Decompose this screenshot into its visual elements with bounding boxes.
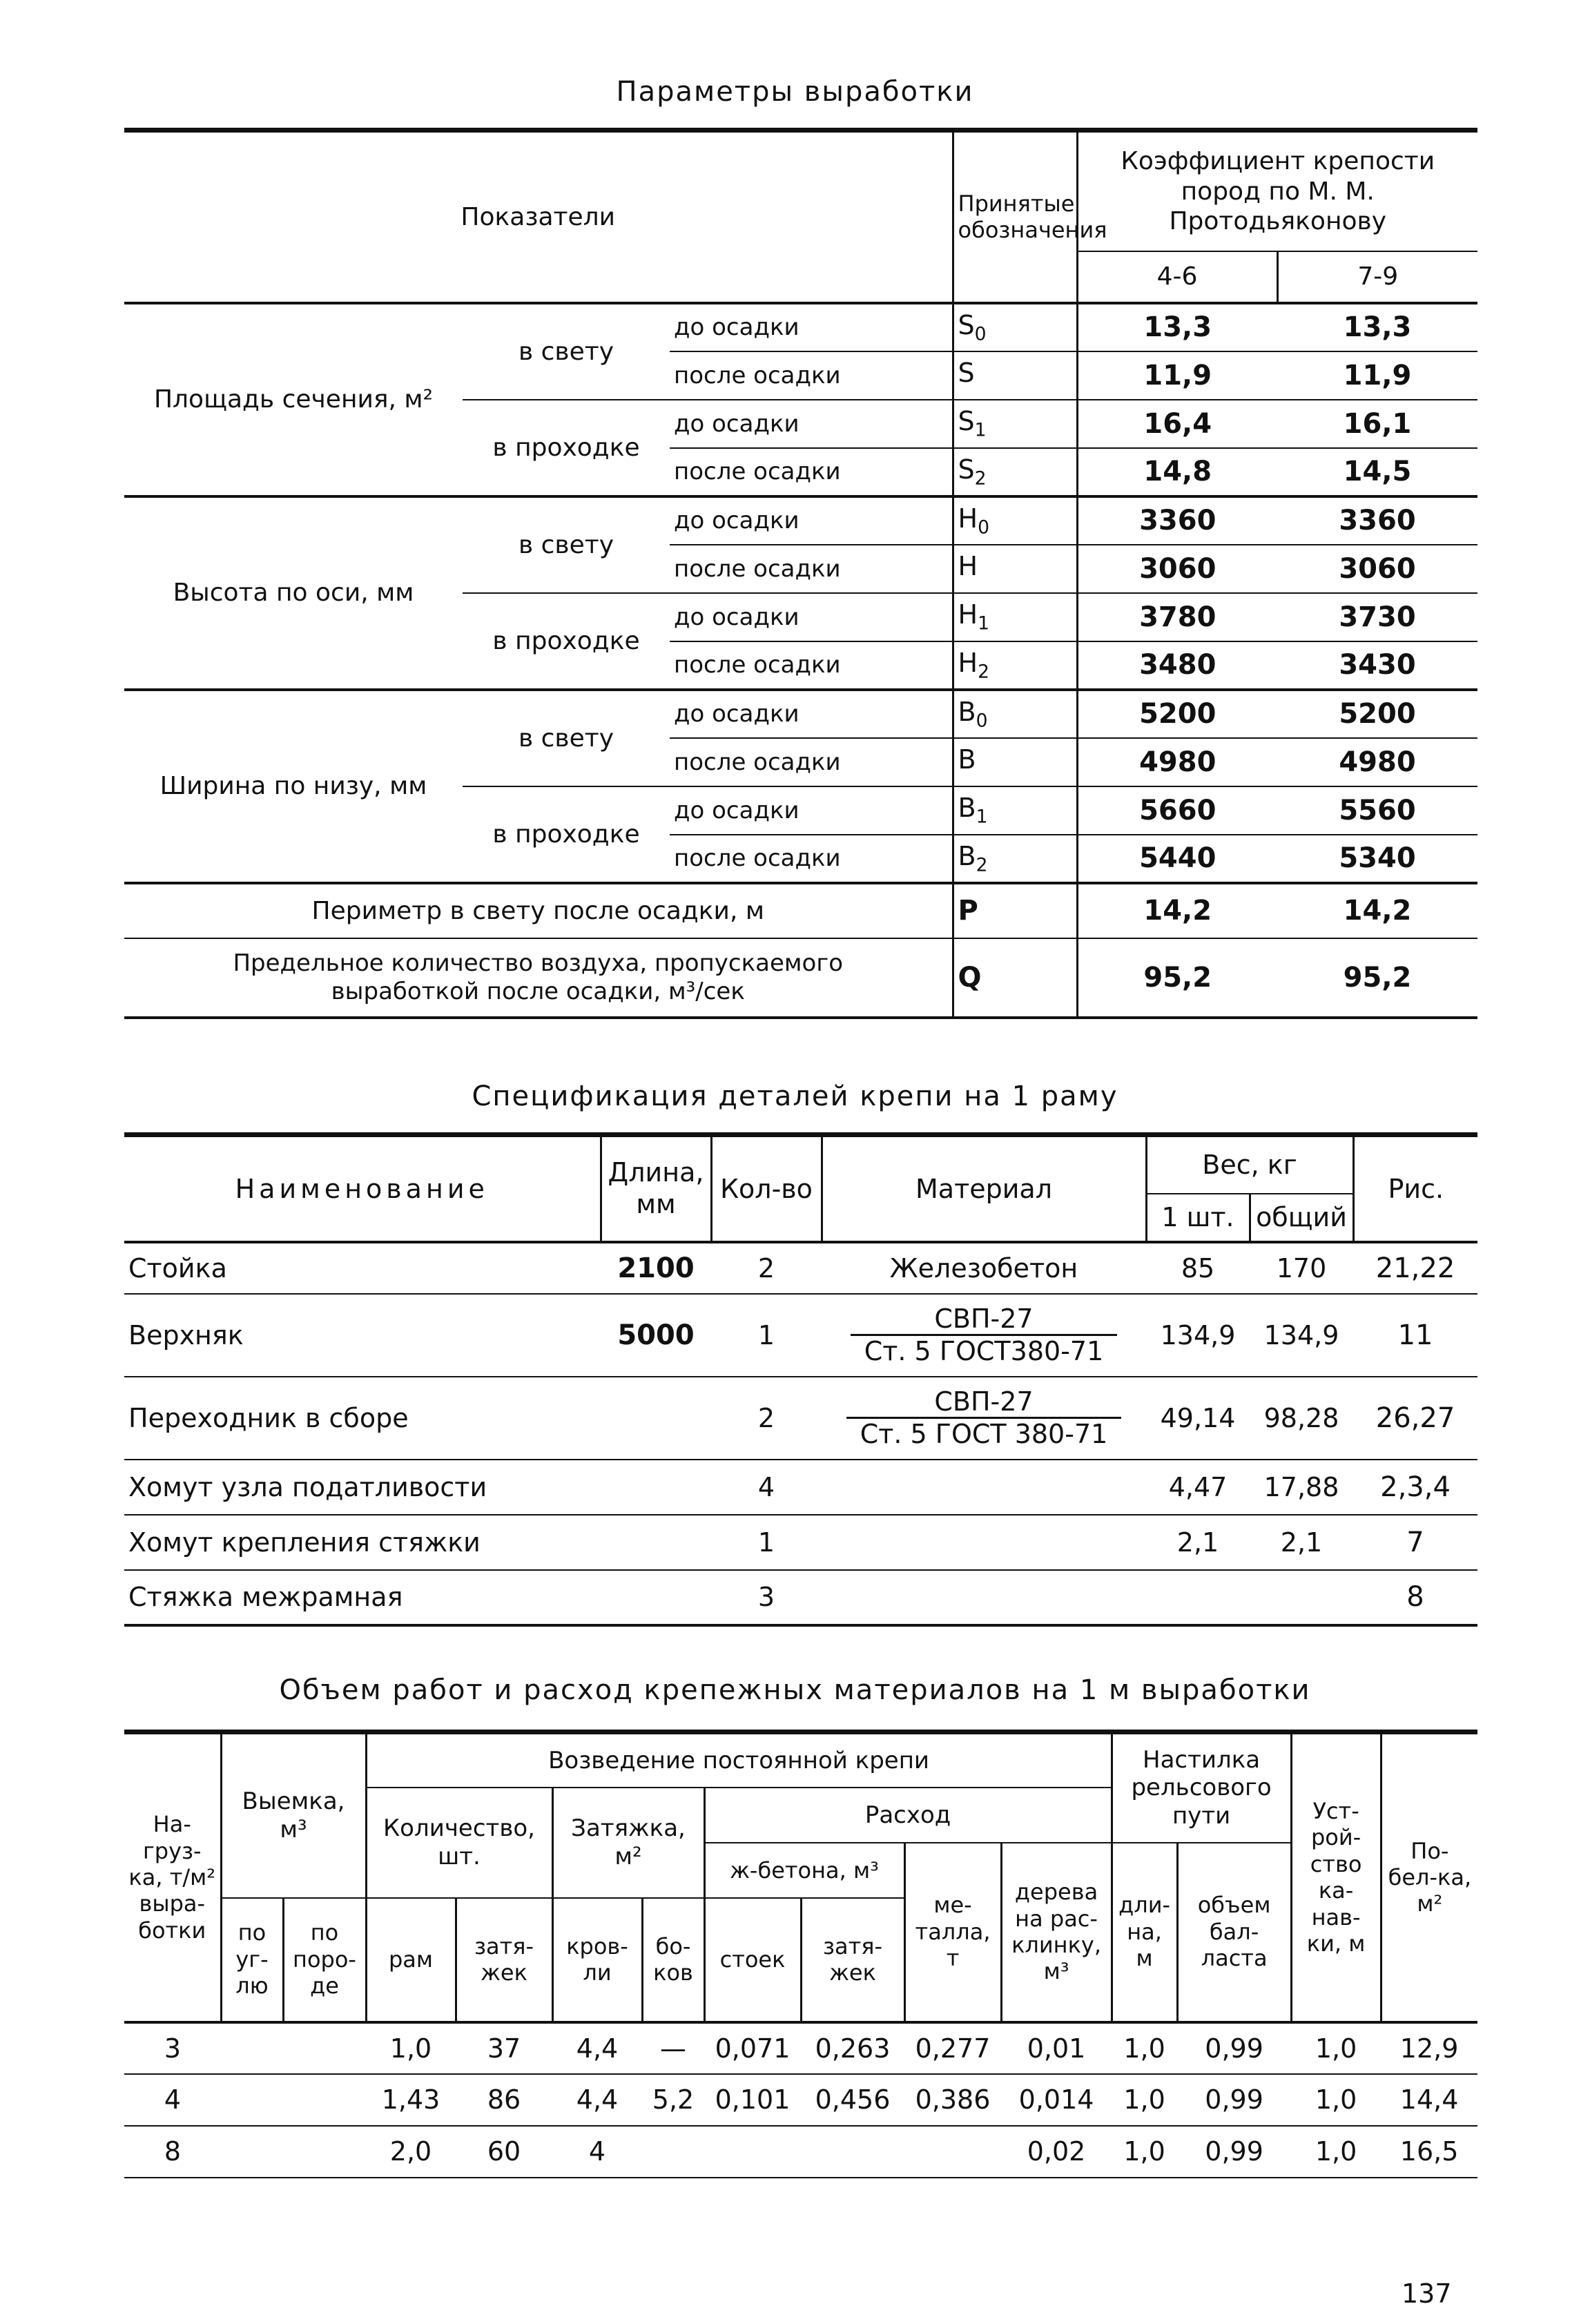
param-subgroup-label: в проходке — [463, 786, 670, 883]
param-value-2: 16,1 — [1277, 400, 1477, 448]
param-symbol-letter: S — [958, 358, 975, 389]
header-q-frames: рам — [366, 1898, 456, 2022]
spec-length — [601, 1515, 711, 1570]
spec-weight-total: 17,88 — [1263, 1471, 1339, 1502]
spec-material — [822, 1515, 1146, 1570]
header-ditch: Уст-рой-ство ка-нав-ки, м — [1291, 1732, 1381, 2022]
param-value-2: 13,3 — [1277, 303, 1477, 351]
work-cell-rc-lag — [801, 2126, 904, 2178]
param-symbol — [953, 738, 1077, 786]
param-symbol-letter: B — [958, 744, 976, 775]
param-row — [124, 496, 1477, 545]
header-exc-rock: по поро-де — [283, 1898, 366, 2022]
spec-name: Стойка — [128, 1252, 227, 1284]
param-symbol-index: 1 — [976, 806, 988, 828]
air-symbol: Q — [953, 938, 1077, 1018]
spec-name: Стяжка межрамная — [128, 1582, 403, 1612]
param-value-2: 14,5 — [1277, 448, 1477, 496]
param-symbol-letter: B — [958, 840, 976, 871]
work-cell-load: 4 — [164, 2084, 182, 2115]
param-symbol-letter: B — [958, 696, 976, 727]
work-volume-table — [124, 1730, 1477, 2178]
param-group-label: Ширина по низу, мм — [124, 690, 463, 883]
param-state: после осадки — [670, 545, 953, 593]
spec-material — [822, 1377, 1146, 1460]
work-cell-sides: 5,2 — [652, 2084, 695, 2115]
work-cell-roof: 4 — [588, 2136, 606, 2167]
param-symbol-letter: S — [958, 454, 975, 485]
perimeter-value-2: 14,2 — [1343, 895, 1412, 927]
work-cell-wood: 0,02 — [1027, 2136, 1086, 2167]
spec-row — [124, 1570, 1477, 1625]
air-value-2: 95,2 — [1343, 961, 1412, 994]
perimeter-label: Периметр в свету после осадки, м — [124, 883, 953, 938]
param-symbol-letter: H — [958, 503, 978, 534]
param-symbol-letter: H — [958, 599, 978, 630]
header-erection: Возведение постоянной крепи — [366, 1732, 1112, 1788]
param-value-2: 4980 — [1277, 738, 1477, 786]
param-symbol — [953, 786, 1077, 835]
param-state: до осадки — [670, 593, 953, 641]
header-symbols: Принятые обозначения — [953, 130, 1077, 303]
work-cell-metal: 0,277 — [915, 2033, 991, 2064]
param-symbol-index: 1 — [978, 612, 989, 635]
header-weight-one: 1 шт. — [1146, 1194, 1250, 1242]
param-value-1: 3480 — [1077, 641, 1277, 690]
header-l-roof: кров-ли — [552, 1898, 642, 2022]
param-value-1: 13,3 — [1077, 303, 1277, 351]
param-subgroup-label: в свету — [463, 690, 670, 786]
work-cell-metal: 0,386 — [915, 2084, 991, 2115]
spec-name: Хомут узла податливости — [128, 1471, 487, 1502]
table3-title: Объем работ и расход крепежных материалов на 1 м выработки — [279, 1674, 1311, 1706]
work-cell-rock — [283, 2022, 366, 2074]
header-track-ballast: объем бал-ласта — [1177, 1843, 1291, 2022]
header-weight-total: общий — [1250, 1194, 1353, 1242]
spec-length — [601, 1377, 711, 1460]
work-cell-lagging: 86 — [487, 2084, 521, 2115]
header-q-lagging: затя-жек — [456, 1898, 552, 2022]
param-value-2: 3360 — [1277, 496, 1477, 545]
param-value-1: 5440 — [1077, 835, 1277, 883]
param-state: после осадки — [670, 448, 953, 496]
spec-material-top: СВП-27 — [851, 1304, 1118, 1336]
param-state: после осадки — [670, 351, 953, 400]
param-symbol-letter: S — [958, 406, 975, 437]
header-indicators: Показатели — [124, 130, 953, 303]
work-cell-sides: — — [660, 2033, 687, 2064]
work-cell-frames: 1,0 — [389, 2033, 432, 2064]
work-cell-coal — [221, 2074, 283, 2126]
header-exc-coal: по уг-лю — [221, 1898, 283, 2022]
work-cell-track-len: 1,0 — [1123, 2136, 1165, 2167]
header-whitewash: По-бел-ка, м² — [1381, 1732, 1477, 2022]
header-lagging: Затяжка, м² — [552, 1788, 704, 1898]
param-value-1: 3360 — [1077, 496, 1277, 545]
param-value-2: 5560 — [1277, 786, 1477, 835]
work-cell-coal — [221, 2022, 283, 2074]
spec-material-bottom: Ст. 5 ГОСТ380-71 — [864, 1336, 1104, 1366]
param-value-2: 3730 — [1277, 593, 1477, 641]
header-metal: ме-талла, т — [904, 1843, 1001, 2022]
param-value-1: 5660 — [1077, 786, 1277, 835]
header-l-sides: бо-ков — [642, 1898, 704, 2022]
spec-row — [124, 1242, 1477, 1294]
work-row — [124, 2074, 1477, 2126]
param-value-1: 5200 — [1077, 690, 1277, 738]
header-weight: Вес, кг — [1146, 1135, 1353, 1194]
table1-title: Параметры выработки — [616, 76, 974, 108]
param-value-1: 14,8 — [1077, 448, 1277, 496]
work-cell-track-len: 1,0 — [1123, 2084, 1165, 2115]
param-group-label: Высота по оси, мм — [124, 496, 463, 690]
spec-length: 2100 — [617, 1252, 695, 1284]
spec-name: Хомут крепления стяжки — [128, 1527, 481, 1558]
param-symbol-letter: S — [958, 309, 975, 340]
param-value-2: 3430 — [1277, 641, 1477, 690]
header-name: Наименование — [124, 1135, 601, 1242]
param-subgroup-label: в свету — [463, 496, 670, 593]
header-rc: ж-бетона, м³ — [704, 1843, 904, 1898]
header-quantity: Количество, шт. — [366, 1788, 552, 1898]
param-symbol — [953, 835, 1077, 883]
param-symbol — [953, 593, 1077, 641]
header-length: Длина, мм — [601, 1135, 711, 1242]
work-cell-frames: 1,43 — [381, 2084, 440, 2115]
work-cell-ditch: 1,0 — [1315, 2033, 1357, 2064]
spec-row — [124, 1460, 1477, 1515]
work-cell-posts — [704, 2126, 801, 2178]
work-cell-coal — [221, 2126, 283, 2178]
param-symbol — [953, 448, 1077, 496]
header-wood: дерева на рас-клинку, м³ — [1001, 1843, 1112, 2022]
spec-qty: 1 — [757, 1319, 775, 1350]
spec-weight-one: 134,9 — [1160, 1319, 1236, 1350]
param-symbol — [953, 690, 1077, 738]
spec-qty: 2 — [757, 1402, 775, 1433]
spec-fig: 11 — [1397, 1319, 1433, 1351]
header-track: Настилка рельсового пути — [1112, 1732, 1291, 1843]
header-range-2: 7-9 — [1277, 251, 1477, 303]
param-symbol — [953, 351, 1077, 400]
spec-weight-total — [1250, 1570, 1353, 1625]
work-cell-ditch: 1,0 — [1315, 2084, 1357, 2115]
param-state: после осадки — [670, 738, 953, 786]
param-state: до осадки — [670, 690, 953, 738]
param-symbol — [953, 400, 1077, 448]
work-cell-rc-lag: 0,263 — [815, 2033, 891, 2064]
perimeter-symbol: P — [953, 883, 1077, 938]
param-symbol-index: 0 — [974, 323, 987, 345]
work-cell-ballast: 0,99 — [1205, 2033, 1263, 2064]
spec-fig: 26,27 — [1375, 1402, 1455, 1434]
spec-length: 5000 — [617, 1319, 695, 1351]
work-cell-track-len: 1,0 — [1123, 2033, 1165, 2064]
spec-length — [601, 1460, 711, 1515]
header-excavation: Выемка, м³ — [221, 1732, 366, 1898]
spec-material — [822, 1460, 1146, 1515]
spec-length — [601, 1570, 711, 1625]
work-cell-wood: 0,01 — [1027, 2033, 1086, 2064]
spec-weight-total: 2,1 — [1280, 1527, 1323, 1558]
header-qty: Кол-во — [711, 1135, 822, 1242]
param-value-2: 11,9 — [1277, 351, 1477, 400]
spec-material — [822, 1294, 1146, 1377]
air-value-1: 95,2 — [1143, 961, 1212, 994]
work-cell-sides — [642, 2126, 704, 2178]
param-symbol-index: 2 — [976, 854, 988, 876]
param-state: до осадки — [670, 496, 953, 545]
param-symbol-index: 1 — [974, 419, 987, 441]
work-cell-roof: 4,4 — [576, 2033, 619, 2064]
param-state: до осадки — [670, 303, 953, 351]
header-coefficient: Коэффициент крепости пород по М. М. Протодьяконову — [1077, 130, 1477, 251]
param-value-2: 5200 — [1277, 690, 1477, 738]
work-cell-white: 14,4 — [1399, 2084, 1459, 2115]
spec-weight-one: 2,1 — [1176, 1527, 1219, 1558]
param-value-2: 5340 — [1277, 835, 1477, 883]
spec-row — [124, 1377, 1477, 1460]
param-symbol — [953, 496, 1077, 545]
param-symbol-index: 2 — [978, 661, 989, 683]
spec-qty: 2 — [757, 1252, 775, 1284]
param-value-1: 3780 — [1077, 593, 1277, 641]
header-consumption: Расход — [704, 1788, 1112, 1843]
param-value-2: 3060 — [1277, 545, 1477, 593]
param-group-label: Площадь сечения, м² — [124, 303, 463, 496]
air-label-line2: выработкой после осадки, м³/сек — [331, 977, 745, 1005]
param-value-1: 11,9 — [1077, 351, 1277, 400]
frame-spec-table — [124, 1132, 1477, 1627]
work-cell-lagging: 37 — [487, 2033, 521, 2064]
work-cell-ballast: 0,99 — [1205, 2136, 1263, 2167]
spec-fig: 8 — [1406, 1581, 1424, 1613]
work-cell-posts: 0,101 — [715, 2084, 791, 2115]
spec-fig: 21,22 — [1375, 1252, 1455, 1284]
header-rc-posts: стоек — [704, 1898, 801, 2022]
spec-material — [822, 1570, 1146, 1625]
param-state: после осадки — [670, 835, 953, 883]
param-subgroup-label: в проходке — [463, 593, 670, 690]
spec-weight-total: 134,9 — [1263, 1319, 1339, 1350]
param-symbol-index: 0 — [976, 710, 988, 732]
spec-material-top: СВП-27 — [846, 1386, 1122, 1419]
param-symbol — [953, 303, 1077, 351]
spec-qty: 4 — [757, 1471, 775, 1502]
work-cell-wood: 0,014 — [1018, 2084, 1094, 2115]
header-fig: Рис. — [1353, 1135, 1477, 1242]
header-range-1: 4-6 — [1077, 251, 1277, 303]
parameters-table — [124, 128, 1477, 1019]
header-rc-lagging: затя-жек — [801, 1898, 904, 2022]
spec-fig: 7 — [1406, 1526, 1424, 1558]
work-cell-white: 16,5 — [1399, 2136, 1459, 2167]
work-cell-metal — [904, 2126, 1001, 2178]
work-row — [124, 2126, 1477, 2178]
work-cell-lagging: 60 — [487, 2136, 521, 2167]
param-row — [124, 303, 1477, 351]
spec-qty: 3 — [757, 1582, 775, 1612]
spec-row — [124, 1294, 1477, 1377]
work-cell-load: 3 — [164, 2033, 182, 2064]
param-value-1: 3060 — [1077, 545, 1277, 593]
spec-weight-total: 170 — [1276, 1252, 1327, 1284]
spec-name: Переходник в сборе — [128, 1402, 409, 1433]
param-symbol-letter: B — [958, 793, 976, 824]
param-symbol — [953, 641, 1077, 690]
table2-title: Спецификация деталей крепи на 1 раму — [472, 1081, 1118, 1112]
param-symbol — [953, 545, 1077, 593]
param-state: после осадки — [670, 641, 953, 690]
spec-row — [124, 1515, 1477, 1570]
work-cell-rock — [283, 2126, 366, 2178]
spec-weight-one — [1146, 1570, 1250, 1625]
header-load: На-груз-ка, т/м² выра-ботки — [124, 1732, 221, 2022]
page-number: 137 — [1402, 2278, 1452, 2309]
spec-weight-one: 4,47 — [1168, 1471, 1228, 1502]
work-cell-load: 8 — [164, 2136, 182, 2167]
spec-weight-total: 98,28 — [1263, 1402, 1339, 1433]
spec-name: Верхняк — [128, 1319, 244, 1350]
spec-weight-one: 49,14 — [1160, 1402, 1236, 1433]
spec-material: Железобетон — [889, 1252, 1078, 1284]
spec-fig: 2,3,4 — [1380, 1471, 1451, 1503]
work-cell-rc-lag: 0,456 — [815, 2084, 891, 2115]
work-cell-posts: 0,071 — [715, 2033, 791, 2064]
air-label-line1: Предельное количество воздуха, пропускаемого — [233, 949, 844, 977]
work-cell-rock — [283, 2074, 366, 2126]
work-cell-frames: 2,0 — [389, 2136, 432, 2167]
param-symbol-letter: H — [958, 647, 978, 678]
spec-qty: 1 — [757, 1527, 775, 1558]
spec-weight-one: 85 — [1181, 1252, 1215, 1284]
header-track-length: дли-на, м — [1112, 1843, 1177, 2022]
spec-material-bottom: Ст. 5 ГОСТ 380-71 — [860, 1419, 1108, 1449]
work-cell-white: 12,9 — [1399, 2033, 1459, 2064]
header-material: Материал — [822, 1135, 1146, 1242]
param-state: до осадки — [670, 786, 953, 835]
work-row — [124, 2022, 1477, 2074]
param-symbol-index: 0 — [978, 516, 989, 539]
param-symbol-index: 2 — [974, 467, 987, 490]
param-subgroup-label: в проходке — [463, 400, 670, 496]
param-row — [124, 690, 1477, 738]
param-value-1: 16,4 — [1077, 400, 1277, 448]
work-cell-roof: 4,4 — [576, 2084, 619, 2115]
param-value-1: 4980 — [1077, 738, 1277, 786]
work-cell-ballast: 0,99 — [1205, 2084, 1263, 2115]
perimeter-value-1: 14,2 — [1143, 895, 1212, 927]
param-state: до осадки — [670, 400, 953, 448]
work-cell-ditch: 1,0 — [1315, 2136, 1357, 2167]
param-symbol-letter: H — [958, 551, 978, 582]
param-subgroup-label: в свету — [463, 303, 670, 400]
